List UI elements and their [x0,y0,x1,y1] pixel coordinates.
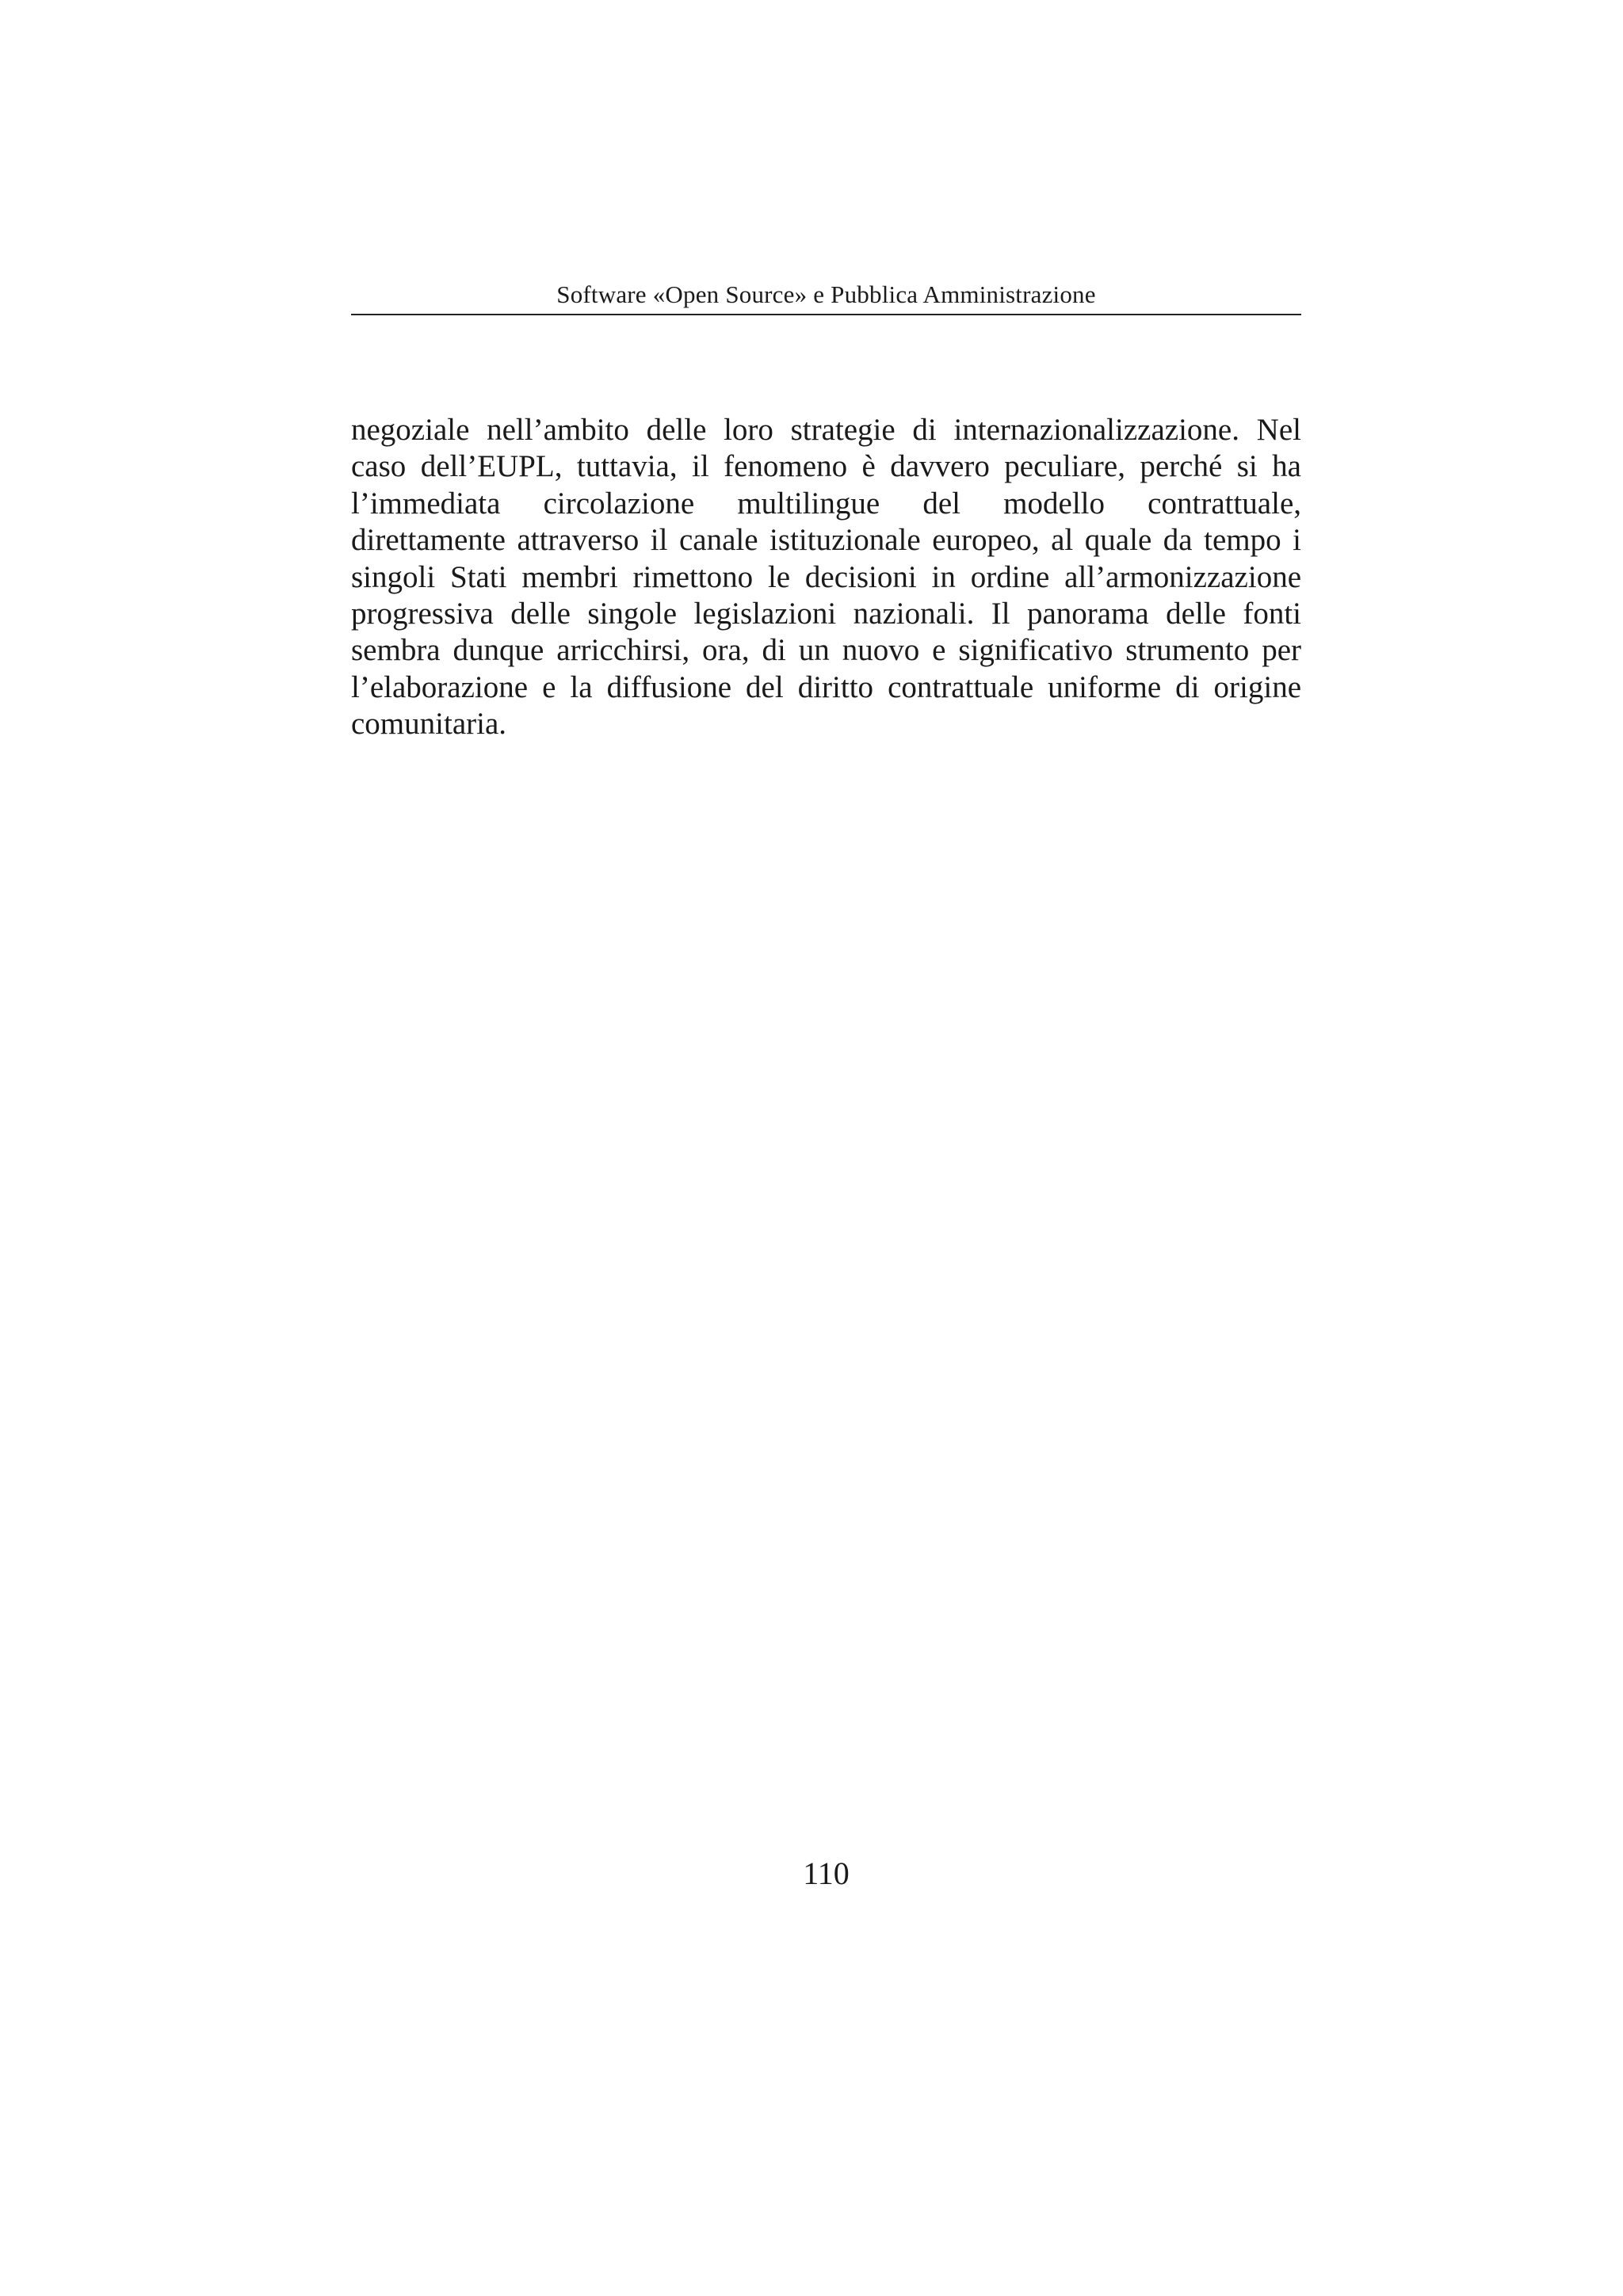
paragraph-line: progressiva delle singole legislazioni nazionali. Il panorama delle fonti [351,596,1301,631]
body-paragraph [351,412,1301,743]
header-divider [351,314,1301,315]
paragraph-line: l’immediata circolazione multilingue del modello contrattuale, [351,486,1301,521]
paragraph-line: l’elaborazione e la diffusione del diritto contrattuale uniforme di origine [351,669,1301,704]
paragraph-line: direttamente attraverso il canale istituzionale europeo, al quale da tempo i [351,523,1301,558]
paragraph-line: negoziale nell’ambito delle loro strategie di internazionalizzazione. Nel [351,413,1301,447]
paragraph-line: singoli Stati membri rimettono le decisioni in ordine all’armonizzazione [351,559,1301,594]
paragraph-line: comunitaria. [351,707,507,742]
page-number: 110 [803,1855,850,1891]
running-header: Software «Open Source» e Pubblica Amministrazione [556,280,1096,308]
paragraph-line: caso dell’EUPL, tuttavia, il fenomeno è davvero peculiare, perché si ha [351,449,1301,484]
paragraph-line: sembra dunque arricchirsi, ora, di un nuovo e significativo strumento per [351,633,1301,668]
